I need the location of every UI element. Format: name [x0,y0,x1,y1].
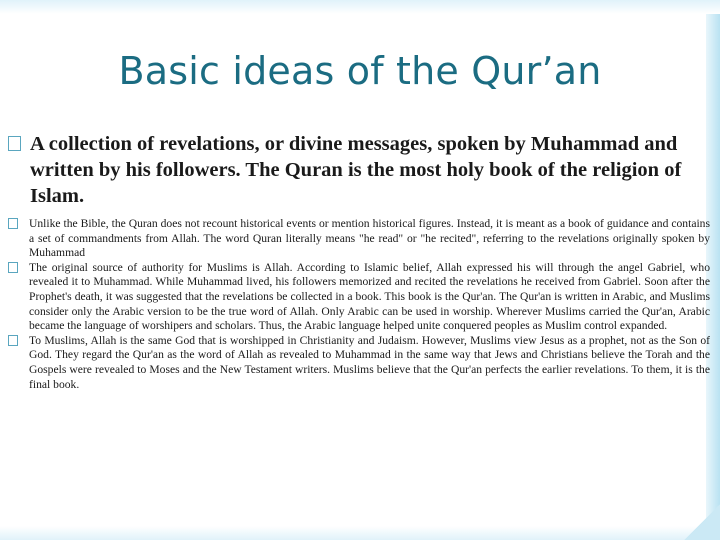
sub-bullet-item [8,334,710,392]
sub-bullet-text: Unlike the Bible, the Quran does not recount historical events or mention historical figures. Instead, it is meant as a book of guidance and contains a set of commandments from Allah. The word Quran literally means "he read" or "he recited", referring to the revelations originally spoken by Muhammad [29,217,710,260]
frame-top-decoration [0,0,720,14]
bullet-box-icon [8,136,21,151]
frame-corner-decoration [684,504,720,540]
sub-bullet-item [8,217,710,261]
bullet-box-icon [8,218,18,229]
bullet-box-icon [8,335,18,346]
sub-bullet-item [8,261,710,334]
lead-bullet-item [8,131,710,209]
slide-content [8,131,710,392]
lead-bullet-text: A collection of revelations, or divine messages, spoken by Muhammad and written by his followers. The Quran is the most holy book of the religion of Islam. [30,133,682,207]
bullet-box-icon [8,262,18,273]
sub-bullet-text: The original source of authority for Muslims is Allah. According to Islamic belief, Allah expressed his will through the angel Gabriel, who revealed it to Muhammad. While Muhammad lived, his followers memorized and recited the revelations he received from Gabriel. Soon after the Prophet's death, it was suggested that the revelations be collected in a book. This book is the Qur'an. The Qur'an is written in Arabic, and Muslims consider only the Arabic version to be the true word of Allah. Only Arabic can be used in worship. Wherever Muslims carried the Qur'an, Arabic became the language of worshipers and scholars. Thus, the Arabic language helped unite conquered peoples as Muslim control expanded. [29,260,710,333]
frame-bottom-decoration [0,526,720,540]
sub-bullet-text: To Muslims, Allah is the same God that is worshipped in Christianity and Judaism. However, Muslims view Jesus as a prophet, not as the Son of God. They regard the Qur'an as the word of Allah as revealed to Muhammad in the same way that Jews and Christians believe the Torah and the Gospels were revealed to Moses and the New Testament writers. Muslims believe that the Qur'an perfects the earlier revelations. To them, it is the final book. [29,333,710,391]
slide-title: Basic ideas of the Qur’an [118,49,602,93]
